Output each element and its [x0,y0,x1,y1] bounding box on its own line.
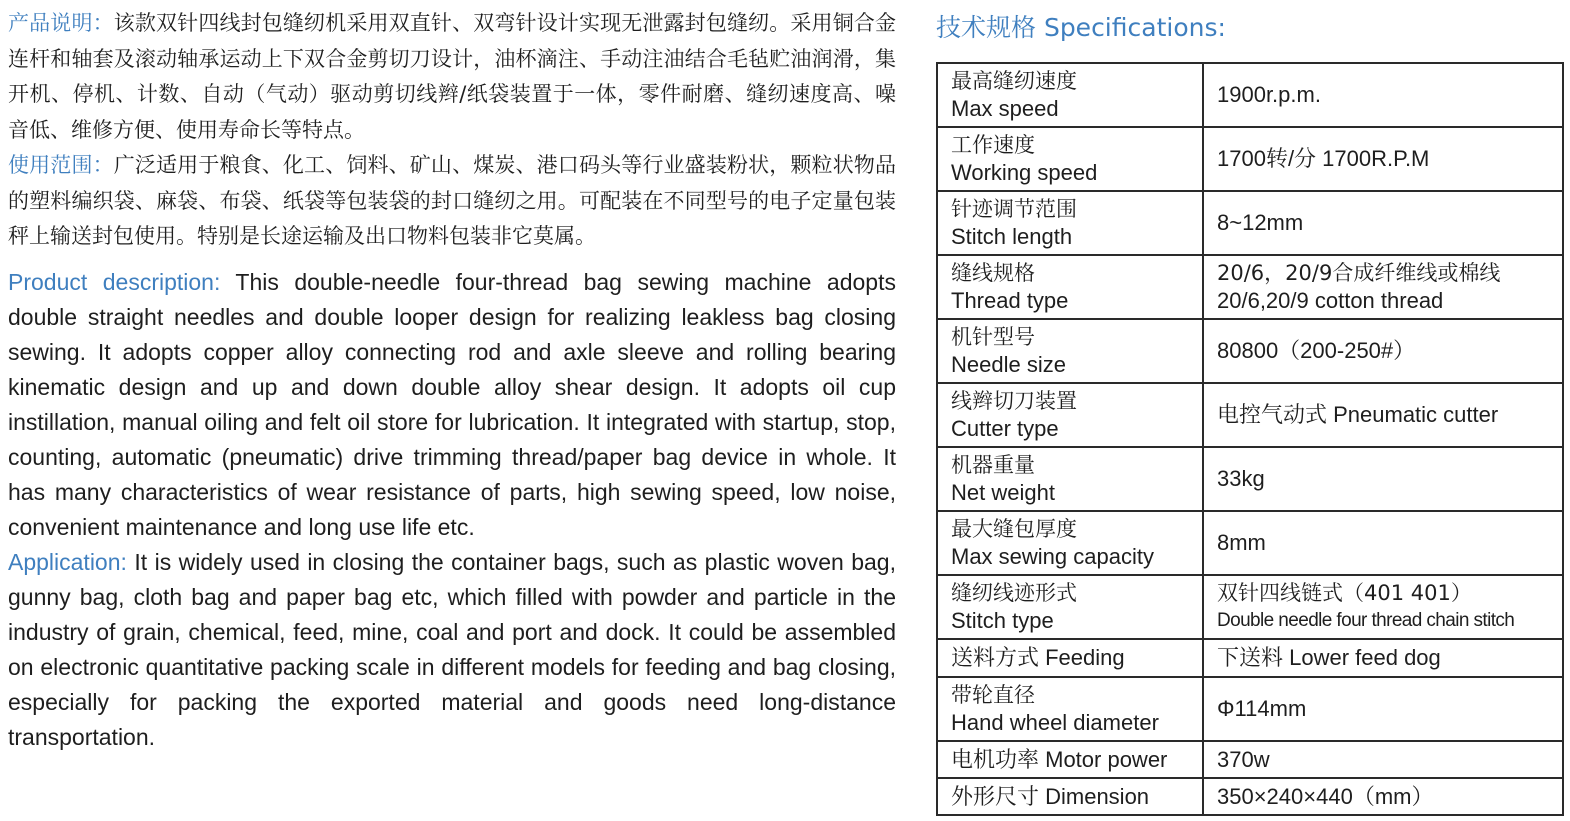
usage-range-cn-label: 使用范围： [8,153,114,177]
spec-label-cn: 线辫切刀装置 [951,389,1077,413]
product-description-en-text: This double-needle four-thread bag sewing machine adopts double straight needles and double looper design for realizing leakless bag closing sewing. It adopts copper alloy connecting rod and axle sleeve and rolling bearing kinematic design and up and down double alloy shear design. It adopts oil cup instillation, manual oiling and felt oil store for lubrication. It integrated with startup, stop, counting, automatic (pneumatic) drive trimming thread/paper bag device in whole. It has many characteristics of wear resistance of parts, high sewing speed, low noise, convenient maintenance and long use life etc. [8,268,896,540]
spec-label-en: Stitch length [951,224,1073,249]
spec-label-en: Needle size [951,352,1066,377]
spec-row-feeding [937,639,1563,677]
spec-value: 1900r.p.m. [1203,63,1563,127]
spec-label-cell [937,447,1203,511]
application-en-text: It is widely used in closing the container bags, such as plastic woven bag, gunny bag, cloth bag and paper bag etc, which filled with powder and particle in the industry of grain, chemical, feed, mine, coal and port and dock. It could be assembled on electronic quantitative packing scale in different models for feeding and bag closing, especially for packing the exported material and goods need long-distance transportation. [8,548,896,750]
spec-row-working-speed [937,127,1563,191]
spec-value: 350×240×440（mm） [1203,778,1563,815]
product-description-cn-label: 产品说明： [8,11,114,35]
spec-label-cell [937,575,1203,639]
spec-label-cn: 针迹调节范围 [951,197,1077,221]
product-description-cn-text: 该款双针四线封包缝纫机采用双直针、双弯针设计实现无泄露封包缝纫。采用铜合金连杆和轴套及滚动轴承运动上下双合金剪切刀设计，油杯滴注、手动注油结合毛毡贮油润滑，集开机、停机、计数、自动（气动）驱动剪切线辫/纸袋装置于一体，零件耐磨、缝纫速度高、噪音低、维修方便、使用寿命长等特点。 [8,11,896,142]
spec-row-cutter-type [937,383,1563,447]
spec-label-cell [937,255,1203,319]
spec-label: 送料方式 Feeding [937,639,1203,677]
spec-label-en: Net weight [951,480,1055,505]
description-column [8,6,896,755]
spec-label-cell [937,511,1203,575]
spec-value-cn: 20/6，20/9合成纤维线或棉线 [1217,261,1501,285]
spec-label-en: Max speed [951,96,1059,121]
spec-label-cn: 带轮直径 [951,683,1035,707]
spec-label-en: Stitch type [951,608,1054,633]
spec-value: 1700转/分 1700R.P.M [1203,127,1563,191]
specifications-table [936,62,1564,816]
product-description-en-label: Product description: [8,268,221,295]
spec-label: 电机功率 Motor power [937,741,1203,778]
spec-label-cn: 最大缝包厚度 [951,517,1077,541]
usage-range-cn [8,148,896,255]
spec-row-stitch-length [937,191,1563,255]
spec-row-motor-power [937,741,1563,778]
spec-value-en: Double needle four thread chain stitch [1217,610,1515,631]
spec-value-cell [1203,575,1563,639]
spec-row-dimension [937,778,1563,815]
section-gap [8,255,896,265]
spec-value-en: 20/6,20/9 cotton thread [1217,288,1444,313]
spec-value-cell [1203,255,1563,319]
spec-label-cn: 工作速度 [951,133,1035,157]
spec-label-en: Working speed [951,160,1098,185]
specifications-title: 技术规格 Specifications: [936,13,1226,42]
spec-row-max-speed [937,63,1563,127]
spec-label-cell [937,383,1203,447]
spec-label-cell [937,319,1203,383]
spec-label-cell [937,677,1203,741]
spec-value: 80800（200-250#） [1203,319,1563,383]
spec-row-stitch-type [937,575,1563,639]
usage-range-cn-text: 广泛适用于粮食、化工、饲料、矿山、煤炭、港口码头等行业盛装粉状，颗粒状物品的塑料编织袋、麻袋、布袋、纸袋等包装袋的封口缝纫之用。可配装在不同型号的电子定量包装秤上输送封包使用。特别是长途运输及出口物料包装非它莫属。 [8,153,896,248]
spec-label-cn: 机器重量 [951,453,1035,477]
spec-label-cn: 缝纫线迹形式 [951,581,1077,605]
spec-label-cn: 缝线规格 [951,261,1035,285]
product-description-cn [8,6,896,148]
spec-label-cell [937,127,1203,191]
spec-row-needle-size [937,319,1563,383]
application-en-label: Application: [8,548,127,575]
application-en [8,545,896,755]
spec-row-max-sewing-capacity [937,511,1563,575]
spec-value: 370w [1203,741,1563,778]
spec-label-cn: 最高缝纫速度 [951,69,1077,93]
spec-label-cell [937,63,1203,127]
spec-label-en: Thread type [951,288,1069,313]
spec-row-hand-wheel-diameter [937,677,1563,741]
spec-label: 外形尺寸 Dimension [937,778,1203,815]
spec-value: 电控气动式 Pneumatic cutter [1203,383,1563,447]
spec-label-en: Max sewing capacity [951,544,1154,569]
spec-label-en: Cutter type [951,416,1059,441]
spec-value: 33kg [1203,447,1563,511]
spec-label-cell [937,191,1203,255]
spec-value: 8mm [1203,511,1563,575]
spec-value: 下送料 Lower feed dog [1203,639,1563,677]
spec-label-cn: 机针型号 [951,325,1035,349]
spec-row-thread-type [937,255,1563,319]
spec-value: Φ114mm [1203,677,1563,741]
spec-row-net-weight [937,447,1563,511]
spec-label-en: Hand wheel diameter [951,710,1159,735]
spec-value: 8~12mm [1203,191,1563,255]
spec-value-cn: 双针四线链式（401 401） [1217,581,1472,605]
product-description-en [8,265,896,545]
